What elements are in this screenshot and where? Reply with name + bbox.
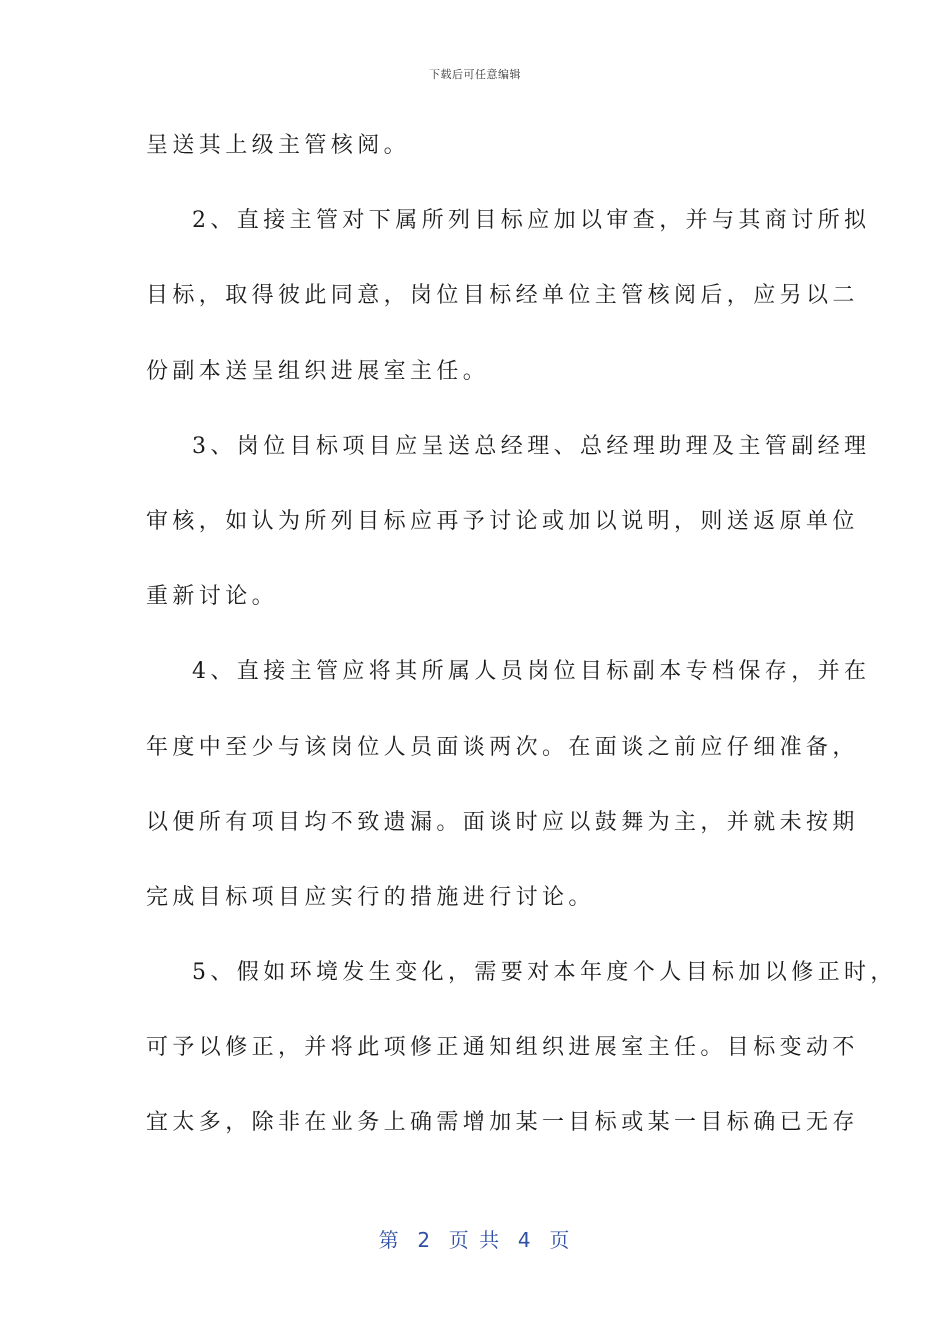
paragraph-line: 完成目标项目应实行的措施进行讨论。 <box>146 884 595 910</box>
paragraph-line: 可予以修正，并将此项修正通知组织进展室主任。目标变动不 <box>146 1035 859 1061</box>
page-number-footer: 第 2 页 共 4 页 <box>378 1228 572 1252</box>
paragraph-line: 4、直接主管应将其所属人员岗位目标副本专档保存，并在 <box>192 659 871 685</box>
paragraph-line: 目标，取得彼此同意，岗位目标经单位主管核阅后，应另以二 <box>146 283 859 309</box>
paragraph-line: 3、岗位目标项目应呈送总经理、总经理助理及主管副经理 <box>192 433 871 459</box>
paragraph-line: 5、假如环境发生变化，需要对本年度个人目标加以修正时， <box>192 960 897 986</box>
paragraph-line: 以便所有项目均不致遗漏。面谈时应以鼓舞为主，并就未按期 <box>146 809 859 835</box>
paragraph-line: 审核，如认为所列目标应再予讨论或加以说明，则送返原单位 <box>146 508 859 534</box>
document-body <box>146 118 897 1171</box>
paragraph-line: 宜太多，除非在业务上确需增加某一目标或某一目标确已无存 <box>146 1110 859 1136</box>
paragraph-line: 重新讨论。 <box>146 584 279 610</box>
paragraph-line: 年度中至少与该岗位人员面谈两次。在面谈之前应仔细准备， <box>146 734 859 760</box>
paragraph-line: 份副本送呈组织进展室主任。 <box>146 358 490 384</box>
paragraph-line: 呈送其上级主管核阅。 <box>146 133 411 158</box>
paragraph-line: 2、直接主管对下属所列目标应加以审查，并与其商讨所拟 <box>192 208 871 234</box>
page-header: 下载后可任意编辑 <box>429 68 521 81</box>
